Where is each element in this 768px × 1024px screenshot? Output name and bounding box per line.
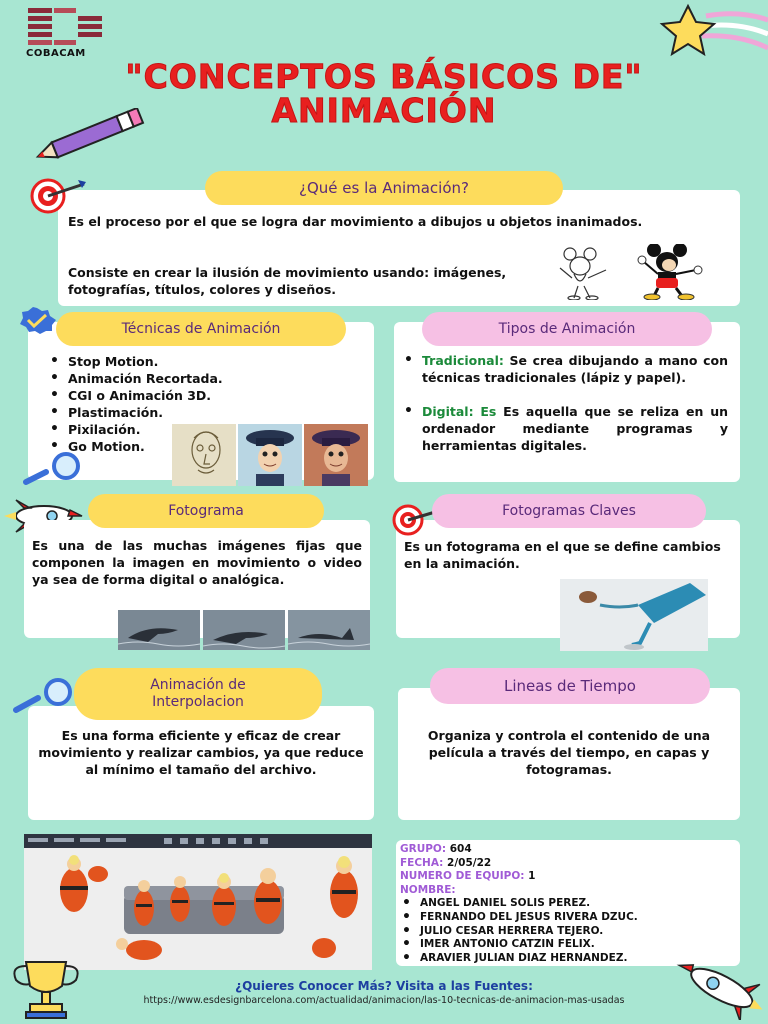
title-line-1: "CONCEPTOS BÁSICOS DE" [125, 57, 643, 96]
interpolacion-text: Es una forma eficiente y eficaz de crear movimiento y realizar cambios, ya que reduce al mínimo el tamaño del archivo. [38, 728, 364, 777]
list-item [402, 403, 728, 454]
que-es-p2: Consiste en crear la ilusión de movimiento usando: imágenes, fotografías, títulos, colores y diseños. [68, 265, 507, 297]
numero-value: 1 [524, 870, 536, 883]
list-item: • Go Motion. [48, 438, 248, 455]
team-info [400, 843, 736, 965]
incredibles-animation-image [24, 834, 372, 970]
fecha-label: FECHA: [400, 856, 444, 869]
mickey-drawings-image [556, 244, 728, 300]
numero-label: NUMERO DE EQUIPO: [400, 870, 525, 883]
tipos-heading: Tipos de Animación [422, 312, 712, 346]
fecha-line [400, 857, 736, 871]
list-item: • IMER ANTONIO CATZIN FELIX. [400, 938, 736, 952]
list-item: • Animación Recortada. [48, 370, 248, 387]
grupo-line [400, 843, 736, 857]
que-es-heading: ¿Qué es la Animación? [205, 171, 563, 205]
digital-text: Es aquella que se reliza en un ordenador mediante programas y herramientas digitales. [422, 404, 728, 453]
lineas-heading: Lineas de Tiempo [430, 668, 710, 704]
keyframe-animation-image [560, 579, 708, 651]
interpolacion-heading-line2: Interpolacion [152, 694, 244, 710]
character-evolution-image [172, 424, 368, 486]
fotogramas-claves-heading: Fotogramas Claves [432, 494, 706, 528]
target-icon [28, 178, 88, 216]
list-item: • Pixilación. [48, 421, 248, 438]
dolphin-frames-image [118, 610, 370, 650]
list-item [402, 352, 728, 386]
list-item: • JULIO CESAR HERRERA TEJERO. [400, 925, 736, 939]
tradicional-text: Se crea dibujando a mano con técnicas tradicionales (lápiz y papel). [422, 353, 728, 385]
checkmark-badge-icon [14, 306, 60, 334]
list-item: • CGI o Animación 3D. [48, 387, 248, 404]
nombre-label: NOMBRE: [400, 883, 456, 896]
list-item: • FERNANDO DEL JESUS RIVERA DZUC. [400, 911, 736, 925]
footer-question: ¿Quieres Conocer Más? Visita a las Fuentes: [235, 979, 533, 993]
title-line-2: ANIMACIÓN [271, 91, 497, 130]
interpolacion-heading-line1: Animación de [150, 677, 246, 693]
numero-line [400, 870, 736, 884]
que-es-p1: Es el proceso por el que se logra dar movimiento a dibujos u objetos inanimados. [68, 214, 643, 229]
source-link[interactable]: https://www.esdesignbarcelona.com/actualidad/animacion/las-10-tecnicas-de-animacion-mas-usadas [143, 995, 625, 1006]
grupo-label: GRUPO: [400, 843, 447, 855]
list-item: • Plastimación. [48, 404, 248, 421]
interpolacion-heading [74, 668, 322, 720]
list-item: • ARAVIER JULIAN DIAZ HERNANDEZ. [400, 952, 736, 966]
fotogramas-claves-text: Es un fotograma en el que se define cambios en la animación. [404, 539, 721, 571]
list-item: • Stop Motion. [48, 353, 248, 370]
list-item: • ANGEL DANIEL SOLIS PEREZ. [400, 897, 736, 911]
logo-text: COBACAM [26, 48, 86, 59]
fecha-value: 2/05/22 [443, 856, 492, 869]
fotograma-text: Es una de las muchas imágenes fijas que componen la imagen en movimiento o video ya sea de forma digital o analógica. [32, 538, 362, 587]
pencil-icon [28, 108, 150, 164]
tradicional-label: Tradicional: [422, 353, 504, 368]
digital-label: Digital: Es [422, 404, 497, 419]
fotograma-heading: Fotograma [88, 494, 324, 528]
tecnicas-heading: Técnicas de Animación [56, 312, 346, 346]
magnifier-icon [20, 452, 88, 486]
nombre-line [400, 884, 736, 898]
tipos-list [402, 352, 728, 454]
grupo-value: 604 [446, 843, 472, 855]
lineas-text: Organiza y controla el contenido de una película a través del tiempo, en capas y fotogramas. [427, 728, 711, 777]
